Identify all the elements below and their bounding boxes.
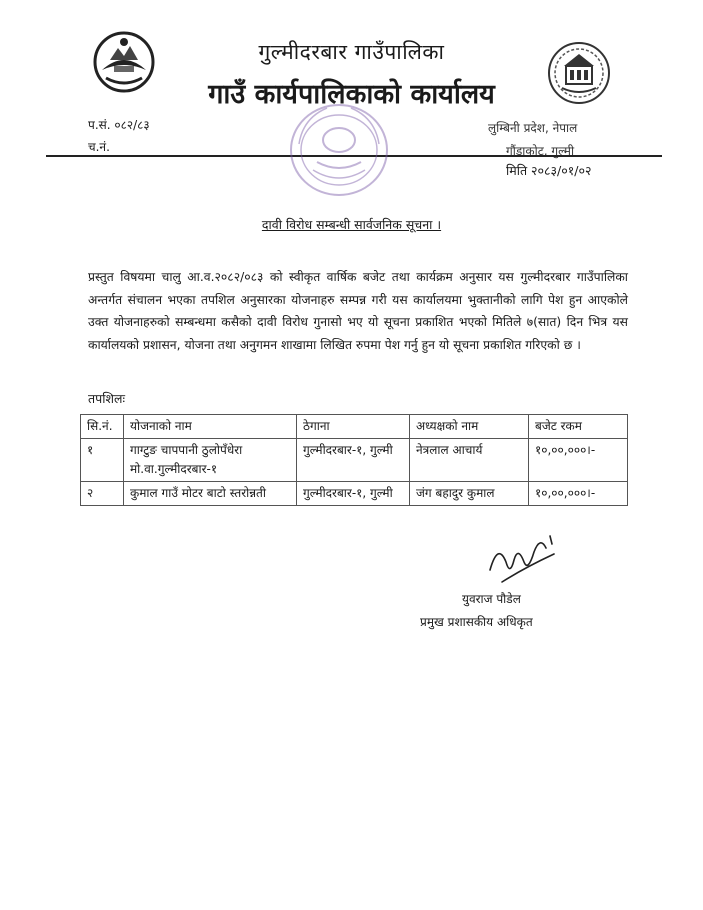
notice-subject [0, 216, 703, 233]
col-header-chairperson: अध्यक्षको नाम [410, 415, 529, 439]
table-row [81, 439, 628, 482]
cell-project: कुमाल गाउँ मोटर बाटो स्तरोन्नती [124, 482, 297, 506]
notice-subject-text: दावी विरोध सम्बन्धी सार्वजनिक सूचना । [261, 217, 442, 232]
address-line-1: लुम्बिनी प्रदेश, नेपाल [488, 121, 578, 135]
cell-chairperson: नेत्रलाल आचार्य [410, 439, 529, 482]
table-header-row [81, 415, 628, 439]
cell-chairperson: जंग बहादुर कुमाल [410, 482, 529, 506]
cell-address: गुल्मीदरबार-१, गुल्मी [297, 482, 410, 506]
table-row [81, 482, 628, 506]
col-header-project: योजनाको नाम [124, 415, 297, 439]
notice-body: प्रस्तुत विषयमा चालु आ.व.२०८२/०८३ को स्वीकृत वार्षिक बजेट तथा कार्यक्रम अनुसार यस गुल्मीदरबार गाउँपालिका अन्तर्गत संचालन भएका तपशिल अनुसारका योजनाहरु सम्पन्न गरी यस कार्यालयमा भुक्तानीको लागि पेश हुन आएकोले उक्त योजनाहरुको सम्बन्धमा कसैको दावी विरोध गुनासो भए यो सूचना प्रकाशित भएको मितिले ७(सात) दिन भित्र यस कार्यालयको प्रशासन, योजना तथा अनुगमन शाखामा लिखित रुपमा पेश गर्नु हुन यो सूचना प्रकाशित गरिएको छ । [88, 270, 628, 352]
official-stamp [287, 100, 391, 200]
col-header-sn: सि.नं. [81, 415, 124, 439]
cell-address: गुल्मीदरबार-१, गुल्मी [297, 439, 410, 482]
document-date: मिति २०८३/०१/०२ [506, 163, 592, 178]
cell-sn: १ [81, 439, 124, 482]
signer-designation: प्रमुख प्रशासकीय अधिकृत [420, 615, 533, 629]
org-name: गुल्मीदरबार गाउँपालिका [258, 40, 445, 64]
office-name: गाउँ कार्यपालिकाको कार्यालय [208, 79, 495, 110]
reference-number: प.सं. ०८२/८३ [88, 118, 150, 132]
details-label: तपशिलः [88, 391, 125, 406]
cell-project: गाग्टुङ चापपानी ठुलोपँधेरा मो.वा.गुल्मीदरबार-१ [124, 439, 297, 482]
cell-sn: २ [81, 482, 124, 506]
chalani-number: च.नं. [88, 140, 110, 154]
signer-name: युवराज पौडेल [462, 592, 521, 606]
project-table [80, 414, 628, 506]
col-header-budget: बजेट रकम [529, 415, 628, 439]
col-header-address: ठेगाना [297, 415, 410, 439]
cell-budget: १०,००,०००।- [529, 482, 628, 506]
signature-mark [484, 532, 558, 594]
cell-budget: १०,००,०००।- [529, 439, 628, 482]
address-line-2: गौंडाकोट, गुल्मी [506, 144, 575, 158]
